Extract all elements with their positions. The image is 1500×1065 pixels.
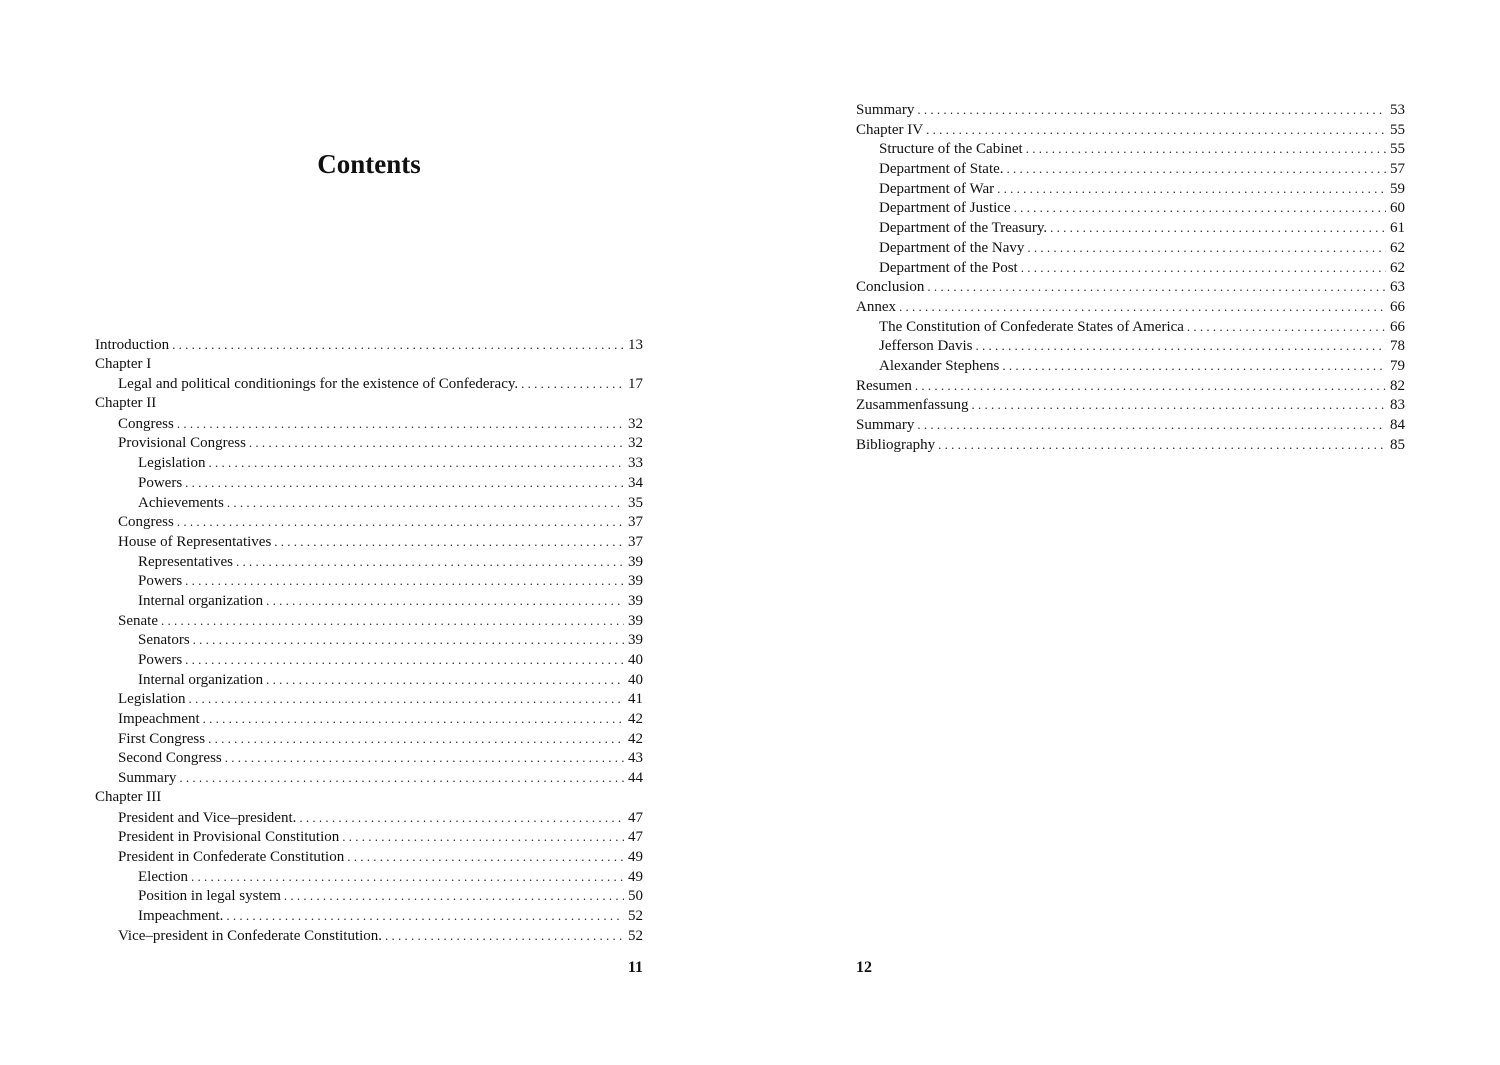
dot-leader [915, 376, 1386, 396]
toc-list-right [856, 100, 1405, 454]
dot-leader [161, 611, 624, 631]
dot-leader [284, 886, 624, 906]
toc-entry-page-number: 57 [1390, 161, 1405, 178]
dot-leader [1187, 317, 1386, 337]
toc-entry[interactable] [856, 376, 1405, 396]
toc-entry[interactable] [856, 120, 1405, 140]
toc-entry[interactable] [856, 317, 1405, 337]
toc-entry-label: Zusammenfassung [856, 397, 969, 414]
toc-entry[interactable] [856, 139, 1405, 159]
toc-entry-page-number: 52 [628, 907, 643, 924]
toc-entry[interactable] [95, 532, 643, 552]
toc-entry-page-number: 39 [628, 573, 643, 590]
dot-leader [971, 395, 1386, 415]
toc-entry-page-number: 47 [628, 829, 643, 846]
toc-entry[interactable] [856, 415, 1405, 435]
dot-leader [299, 808, 624, 828]
toc-entry-page-number: 60 [1390, 200, 1405, 217]
toc-entry[interactable] [856, 435, 1405, 455]
toc-entry-label: Representatives [138, 553, 233, 570]
toc-entry-page-number: 63 [1390, 279, 1405, 296]
toc-entry-label: Provisional Congress [118, 435, 246, 452]
toc-entry[interactable] [856, 258, 1405, 278]
toc-entry[interactable] [95, 493, 643, 513]
toc-entry-label: President and Vice–president. [118, 809, 297, 826]
toc-entry-label: Chapter II [95, 395, 157, 412]
toc-entry[interactable] [95, 335, 643, 355]
toc-entry-page-number: 37 [628, 533, 643, 550]
toc-entry[interactable] [856, 395, 1405, 415]
toc-entry-page-number: 39 [628, 632, 643, 649]
toc-entry[interactable] [95, 847, 643, 867]
toc-entry[interactable] [856, 238, 1405, 258]
dot-leader [347, 847, 624, 867]
dot-leader [899, 297, 1386, 317]
toc-entry-page-number: 17 [628, 376, 643, 393]
toc-entry[interactable] [95, 729, 643, 749]
toc-entry-page-number: 33 [628, 455, 643, 472]
toc-entry-label: Resumen [856, 377, 912, 394]
toc-entry-page-number: 62 [1390, 239, 1405, 256]
dot-leader [266, 591, 624, 611]
dot-leader [227, 493, 624, 513]
toc-entry-page-number: 44 [628, 770, 643, 787]
toc-entry-page-number: 79 [1390, 357, 1405, 374]
toc-entry-label: Department of the Post [879, 259, 1018, 276]
toc-entry[interactable] [95, 926, 643, 946]
dot-leader [917, 100, 1386, 120]
dot-leader [172, 335, 624, 355]
toc-entry-label: Election [138, 868, 188, 885]
toc-entry-label: Impeachment. [138, 907, 224, 924]
toc-entry-page-number: 13 [628, 337, 643, 353]
toc-entry-label: Powers [138, 652, 183, 668]
toc-entry-label: Summary [856, 417, 915, 433]
toc-entry[interactable] [95, 808, 643, 828]
dot-leader [236, 552, 624, 572]
toc-entry[interactable] [95, 591, 643, 611]
dot-leader [208, 729, 624, 749]
toc-entry[interactable] [95, 512, 643, 532]
toc-entry-label: Internal organization [138, 671, 264, 688]
toc-entry-label: Department of Justice [879, 200, 1011, 217]
toc-list-left [95, 335, 643, 945]
toc-entry[interactable] [95, 650, 643, 670]
toc-entry-label: Annex [856, 298, 896, 315]
toc-entry-page-number: 83 [1390, 397, 1405, 414]
dot-leader [1007, 159, 1386, 179]
toc-entry[interactable] [856, 159, 1405, 179]
toc-entry-label: Introduction [95, 337, 170, 353]
dot-leader [179, 768, 624, 788]
dot-leader [226, 906, 624, 926]
toc-entry[interactable] [95, 670, 643, 690]
toc-entry-page-number: 55 [1390, 141, 1405, 158]
toc-entry-page-number: 61 [1390, 220, 1405, 237]
toc-entry[interactable] [95, 768, 643, 788]
toc-entry-label: Powers [138, 474, 183, 491]
dot-leader [1027, 238, 1386, 258]
toc-entry[interactable] [95, 709, 643, 729]
toc-entry-page-number: 85 [1390, 436, 1405, 453]
toc-entry-page-number: 40 [628, 671, 643, 688]
toc-entry[interactable] [95, 827, 643, 847]
dot-leader [203, 709, 624, 729]
toc-entry-page-number: 35 [628, 494, 643, 511]
toc-entry-page-number: 37 [628, 514, 643, 531]
page-title: Contents [317, 149, 421, 179]
toc-entry[interactable] [95, 886, 643, 906]
dot-leader [209, 453, 625, 473]
dot-leader [225, 748, 624, 768]
dot-leader [342, 827, 624, 847]
dot-leader [1002, 356, 1386, 376]
dot-leader [521, 374, 624, 394]
toc-entry-label: Vice–president in Confederate Constitution. [118, 927, 383, 944]
toc-entry[interactable] [95, 414, 643, 434]
dot-leader [189, 689, 625, 709]
toc-entry-label: Legislation [118, 691, 186, 708]
right-page [750, 0, 1500, 1065]
toc-entry-page-number: 55 [1390, 121, 1405, 138]
dot-leader [1050, 218, 1386, 238]
dot-leader [1026, 139, 1386, 159]
dot-leader [975, 336, 1386, 356]
toc-entry-page-number: 62 [1390, 259, 1405, 276]
toc-entry[interactable] [856, 277, 1405, 297]
toc-entry-label: Legislation [138, 455, 206, 472]
toc-entry-page-number: 39 [628, 553, 643, 570]
toc-entry-page-number: 49 [628, 848, 643, 865]
toc-entry[interactable] [95, 689, 643, 709]
toc-entry-label: Chapter IV [856, 121, 924, 138]
toc-entry-page-number: 32 [628, 415, 643, 432]
toc-entry-label: Department of the Treasury. [879, 220, 1048, 237]
dot-leader [177, 414, 624, 434]
toc-entry-page-number: 82 [1390, 377, 1405, 394]
toc-entry[interactable] [856, 356, 1405, 376]
toc-entry-label: Achievements [138, 494, 224, 511]
toc-entry[interactable] [95, 552, 643, 572]
dot-leader [1021, 258, 1386, 278]
toc-entry-page-number: 40 [628, 652, 643, 668]
dot-leader [926, 120, 1386, 140]
toc-entry[interactable] [856, 100, 1405, 120]
toc-entry-page-number: 47 [628, 809, 643, 826]
toc-entry-page-number: 34 [628, 474, 643, 491]
toc-entry[interactable] [856, 198, 1405, 218]
toc-entry[interactable] [95, 748, 643, 768]
toc-entry-label: Chapter III [95, 788, 162, 805]
toc-entry-label: Chapter I [95, 355, 152, 372]
dot-leader [249, 433, 624, 453]
toc-entry-page-number: 39 [628, 612, 643, 629]
toc-entry-page-number: 50 [628, 888, 643, 905]
page-number: 11 [627, 959, 643, 976]
toc-entry[interactable] [856, 218, 1405, 238]
toc-entry-label: Summary [856, 102, 915, 118]
toc-entry-page-number: 42 [628, 730, 643, 747]
dot-leader [938, 435, 1386, 455]
dot-leader [917, 415, 1386, 435]
toc-entry-label: Impeachment [118, 711, 200, 728]
toc-entry-label: Congress [118, 514, 174, 531]
toc-entry-page-number: 42 [628, 711, 643, 728]
toc-entry[interactable] [95, 571, 643, 591]
toc-entry-label: Bibliography [856, 436, 936, 453]
toc-entry-label: House of Representatives [118, 533, 272, 550]
dot-leader [177, 512, 624, 532]
toc-entry-label: Senate [118, 612, 158, 629]
toc-entry-page-number: 59 [1390, 180, 1405, 197]
dot-leader [185, 650, 624, 670]
toc-entry-label: The Constitution of Confederate States of America [879, 318, 1184, 335]
toc-entry-label: Congress [118, 415, 174, 432]
toc-entry[interactable] [95, 355, 643, 375]
toc-entry-label: Alexander Stephens [879, 357, 1000, 374]
dot-leader [185, 571, 624, 591]
dot-leader [997, 179, 1386, 199]
toc-entry-label: Second Congress [118, 750, 222, 767]
dot-leader [927, 277, 1386, 297]
dot-leader [191, 867, 624, 887]
toc-entry-label: Internal organization [138, 592, 264, 609]
toc-entry-page-number: 53 [1390, 102, 1405, 118]
dot-leader [274, 532, 624, 552]
toc-entry-label: First Congress [118, 730, 206, 747]
toc-entry[interactable] [856, 179, 1405, 199]
toc-entry-page-number: 41 [628, 691, 643, 708]
toc-entry-label: Summary [118, 770, 177, 787]
toc-entry-label: Department of State. [879, 161, 1004, 178]
toc-entry[interactable] [95, 433, 643, 453]
toc-entry-page-number: 32 [628, 435, 643, 452]
toc-entry[interactable] [95, 906, 643, 926]
toc-entry-label: Legal and political conditionings for the existence of Confederacy. [118, 376, 519, 393]
toc-entry-label: President in Provisional Constitution [118, 829, 340, 846]
toc-entry[interactable] [95, 630, 643, 650]
toc-entry-page-number: 49 [628, 868, 643, 885]
toc-entry-page-number: 43 [628, 750, 643, 767]
toc-entry-page-number: 66 [1390, 298, 1405, 315]
toc-entry[interactable] [95, 611, 643, 631]
toc-entry-page-number: 84 [1390, 417, 1405, 433]
toc-entry-page-number: 78 [1390, 338, 1405, 355]
toc-entry[interactable] [856, 336, 1405, 356]
toc-entry[interactable] [95, 867, 643, 887]
toc-entry[interactable] [95, 453, 643, 473]
toc-entry[interactable] [95, 394, 643, 414]
toc-entry[interactable] [95, 788, 643, 808]
toc-entry-page-number: 66 [1390, 318, 1405, 335]
toc-entry[interactable] [95, 374, 643, 394]
toc-entry-label: President in Confederate Constitution [118, 848, 345, 865]
dot-leader [1014, 198, 1386, 218]
toc-entry-label: Department of the Navy [879, 239, 1025, 256]
toc-entry-label: Conclusion [856, 279, 925, 296]
toc-entry-page-number: 39 [628, 592, 643, 609]
dot-leader [185, 473, 624, 493]
toc-entry-label: Department of War [879, 180, 995, 197]
toc-entry-label: Jefferson Davis [879, 338, 973, 355]
dot-leader [385, 926, 624, 946]
toc-entry-label: Senators [138, 632, 190, 649]
toc-entry-label: Structure of the Cabinet [879, 141, 1023, 158]
toc-entry[interactable] [95, 473, 643, 493]
dot-leader [193, 630, 624, 650]
toc-entry-label: Position in legal system [138, 888, 281, 905]
toc-entry[interactable] [856, 297, 1405, 317]
toc-entry-label: Powers [138, 573, 183, 590]
toc-entry-page-number: 52 [628, 927, 643, 944]
dot-leader [266, 670, 624, 690]
page-number: 12 [856, 959, 872, 976]
